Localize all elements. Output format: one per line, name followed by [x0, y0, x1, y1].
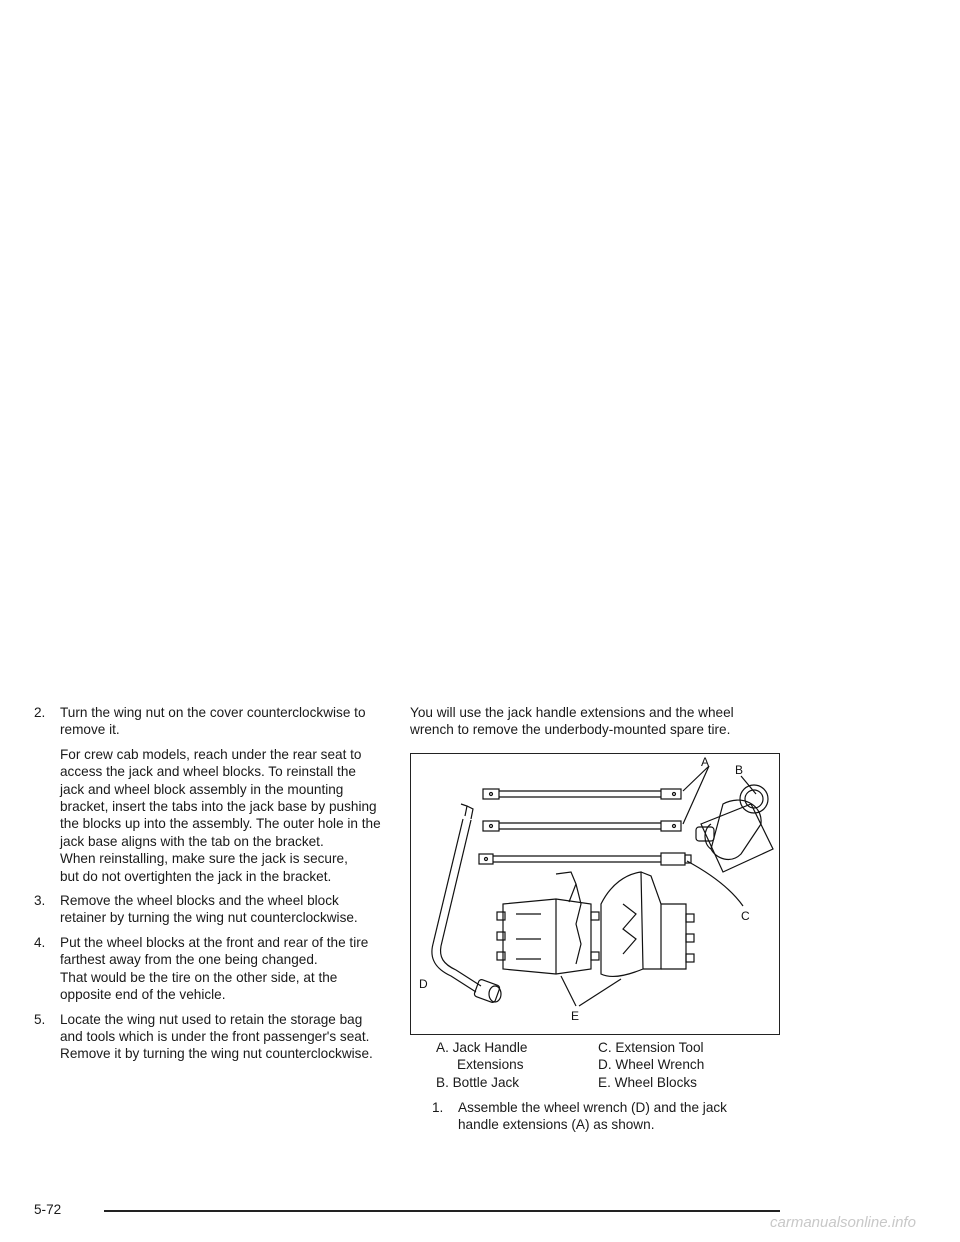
bottle-jack [696, 785, 773, 872]
callout-e-leader [561, 976, 576, 1006]
wheel-block-right [601, 872, 694, 976]
step-number: 1. [432, 1100, 444, 1116]
step-number: 3. [34, 893, 46, 909]
step-number: 4. [34, 934, 46, 950]
callout-d: D [419, 976, 428, 991]
intro-paragraph [410, 704, 782, 739]
callout-b: B [735, 762, 744, 777]
step-line: farthest away from the one being changed. [60, 952, 318, 968]
step-1 [410, 1099, 782, 1134]
step-line: Locate the wing nut used to retain the storage bag [60, 1011, 363, 1027]
wheel-block-left [497, 872, 599, 974]
note-line: bracket, insert the tabs into the jack base by pushing [60, 799, 377, 815]
note-line: When reinstalling, make sure the jack is secure, [60, 851, 348, 867]
step-number: 2. [34, 705, 46, 720]
callout-e-leader [579, 979, 621, 1006]
step-line: Put the wheel blocks at the front and rear of the tire [60, 934, 369, 950]
note-line: jack base aligns with the tab on the bracket. [60, 833, 324, 849]
legend-d: D. Wheel Wrench [598, 1057, 705, 1073]
step-line: handle extensions (A) as shown. [458, 1117, 655, 1133]
right-column [410, 704, 782, 1134]
legend-a: A. Jack Handle [436, 1039, 528, 1055]
callout-a: A [701, 754, 710, 769]
callout-a-leader [683, 766, 709, 824]
step-number: 5. [34, 1011, 46, 1027]
jack-handle-extension-middle [483, 821, 681, 831]
legend-e: E. Wheel Blocks [598, 1074, 697, 1090]
intro-line: You will use the jack handle extensions and the wheel [410, 705, 734, 720]
step-line: Turn the wing nut on the cover counterclockwise to [60, 705, 366, 720]
note-line: jack and wheel block assembly in the mounting [60, 781, 344, 797]
step-5 [34, 1011, 396, 1063]
legend-b: B. Bottle Jack [436, 1074, 520, 1090]
callout-e: E [571, 1008, 580, 1023]
note-line: but do not overtighten the jack in the bracket. [60, 868, 332, 884]
legend-c: C. Extension Tool [598, 1039, 704, 1055]
tool-kit-illustration [410, 753, 780, 1035]
step-4 [34, 934, 396, 1004]
step-line: Remove it by turning the wing nut counterclockwise. [60, 1046, 373, 1062]
wheel-wrench [432, 804, 501, 1003]
footer-rule [104, 1210, 780, 1212]
watermark: carmanualsonline.info [770, 1214, 916, 1231]
step-line: That would be the tire on the other side, at the [60, 969, 338, 985]
step-line: and tools which is under the front passenger's seat. [60, 1028, 370, 1044]
callout-c: C [741, 908, 750, 923]
intro-line: wrench to remove the underbody-mounted spare tire. [410, 722, 731, 738]
note-line: the blocks up into the assembly. The outer hole in the [60, 816, 381, 832]
step-3 [34, 892, 396, 927]
legend-a-cont: Extensions [457, 1057, 524, 1073]
step-line: remove it. [60, 722, 120, 738]
note-line: access the jack and wheel blocks. To reinstall the [60, 764, 356, 780]
note-line: For crew cab models, reach under the rear seat to [60, 746, 362, 762]
page-number: 5-72 [34, 1202, 62, 1217]
jack-handle-extension-top [483, 789, 681, 799]
extension-tool [479, 853, 691, 865]
step-2 [34, 704, 396, 739]
figure-legend [410, 1035, 782, 1091]
callout-c-leader [687, 861, 743, 906]
step-line: retainer by turning the wing nut counterclockwise. [60, 910, 358, 926]
crew-cab-note [34, 746, 396, 885]
step-line: opposite end of the vehicle. [60, 987, 226, 1003]
left-column [34, 704, 396, 1070]
step-line: Assemble the wheel wrench (D) and the jack [458, 1100, 727, 1116]
step-line: Remove the wheel blocks and the wheel block [60, 893, 339, 909]
callout-a-leader [683, 766, 709, 791]
tool-kit-drawing [411, 754, 779, 1034]
